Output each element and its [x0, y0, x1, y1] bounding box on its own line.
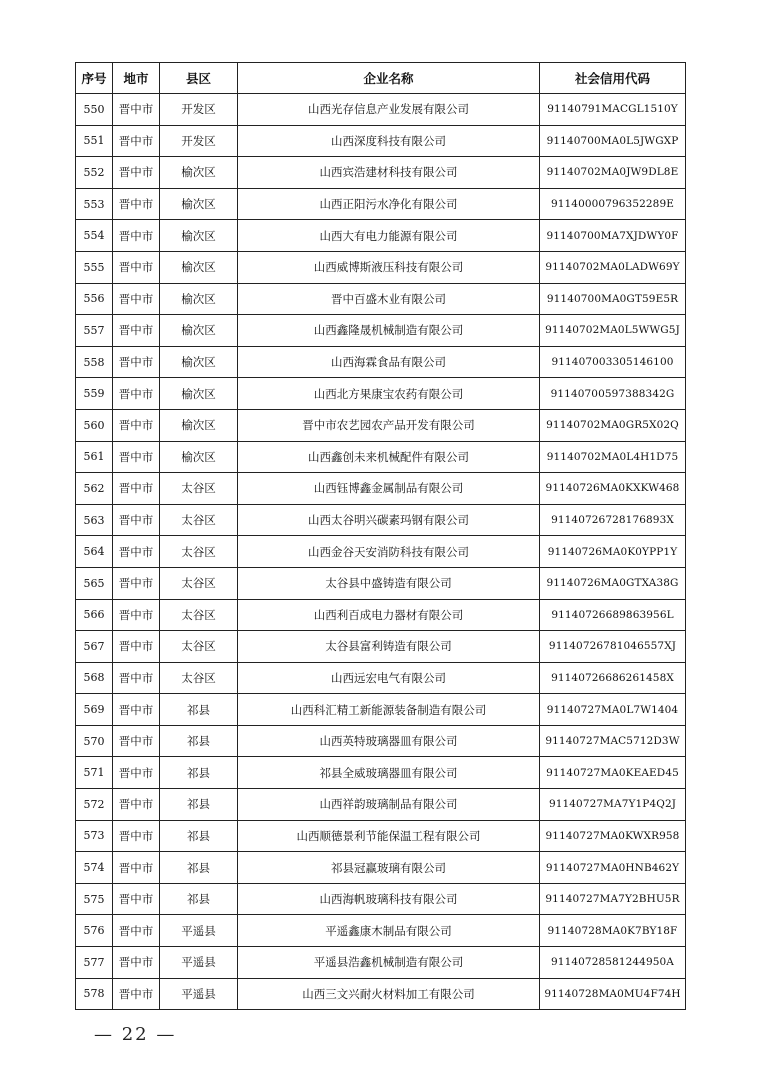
header-company-name: 企业名称	[238, 63, 540, 94]
cell-district: 榆次区	[160, 188, 238, 220]
cell-serial: 569	[76, 694, 113, 726]
cell-district: 榆次区	[160, 283, 238, 315]
cell-serial: 560	[76, 409, 113, 441]
cell-serial: 555	[76, 251, 113, 283]
cell-city: 晋中市	[113, 188, 160, 220]
cell-credit-code: 91140791MACGL1510Y	[540, 94, 686, 126]
table-row	[76, 315, 686, 347]
cell-district: 榆次区	[160, 409, 238, 441]
header-city: 地市	[113, 63, 160, 94]
cell-district: 太谷区	[160, 504, 238, 536]
cell-district: 祁县	[160, 883, 238, 915]
cell-company-name: 山西深度科技有限公司	[238, 125, 540, 157]
cell-credit-code: 911407003305146100	[540, 346, 686, 378]
cell-company-name: 祁县全威玻璃器皿有限公司	[238, 757, 540, 789]
cell-company-name: 山西海霖食品有限公司	[238, 346, 540, 378]
enterprise-table	[75, 62, 686, 1010]
cell-company-name: 平遥县浩鑫机械制造有限公司	[238, 947, 540, 979]
cell-district: 开发区	[160, 94, 238, 126]
cell-credit-code: 91140726MA0GTXA38G	[540, 567, 686, 599]
table-row	[76, 220, 686, 252]
cell-company-name: 山西顺德景利节能保温工程有限公司	[238, 820, 540, 852]
cell-district: 平遥县	[160, 915, 238, 947]
cell-serial: 550	[76, 94, 113, 126]
table-row	[76, 283, 686, 315]
cell-company-name: 晋中市农艺园农产品开发有限公司	[238, 409, 540, 441]
cell-credit-code: 91140727MA7Y2BHU5R	[540, 883, 686, 915]
cell-city: 晋中市	[113, 251, 160, 283]
table-row	[76, 947, 686, 979]
cell-company-name: 山西光存信息产业发展有限公司	[238, 94, 540, 126]
cell-credit-code: 91140727MA0L7W1404	[540, 694, 686, 726]
cell-serial: 554	[76, 220, 113, 252]
cell-credit-code: 91140702MA0L5WWG5J	[540, 315, 686, 347]
cell-district: 平遥县	[160, 947, 238, 979]
cell-city: 晋中市	[113, 125, 160, 157]
header-serial: 序号	[76, 63, 113, 94]
cell-company-name: 山西正阳污水净化有限公司	[238, 188, 540, 220]
cell-city: 晋中市	[113, 662, 160, 694]
table-body	[76, 94, 686, 1010]
table-row	[76, 978, 686, 1010]
cell-serial: 564	[76, 536, 113, 568]
cell-company-name: 山西鑫隆晟机械制造有限公司	[238, 315, 540, 347]
cell-credit-code: 91140727MA7Y1P4Q2J	[540, 789, 686, 821]
cell-credit-code: 91140702MA0GR5X02Q	[540, 409, 686, 441]
table-row	[76, 536, 686, 568]
table-row	[76, 409, 686, 441]
cell-company-name: 晋中百盛木业有限公司	[238, 283, 540, 315]
cell-credit-code: 91140702MA0L4H1D75	[540, 441, 686, 473]
cell-city: 晋中市	[113, 220, 160, 252]
cell-credit-code: 91140727MA0HNB462Y	[540, 852, 686, 884]
table-row	[76, 441, 686, 473]
cell-district: 太谷区	[160, 536, 238, 568]
cell-serial: 556	[76, 283, 113, 315]
table-row	[76, 378, 686, 410]
cell-serial: 558	[76, 346, 113, 378]
cell-district: 太谷区	[160, 567, 238, 599]
cell-city: 晋中市	[113, 567, 160, 599]
enterprise-table-page	[75, 62, 685, 1010]
cell-district: 祁县	[160, 694, 238, 726]
cell-credit-code: 91140702MA0LADW69Y	[540, 251, 686, 283]
cell-serial: 566	[76, 599, 113, 631]
cell-district: 榆次区	[160, 346, 238, 378]
cell-district: 祁县	[160, 820, 238, 852]
cell-serial: 571	[76, 757, 113, 789]
table-row	[76, 94, 686, 126]
cell-company-name: 太谷县富利铸造有限公司	[238, 631, 540, 663]
cell-company-name: 山西北方果康宝农药有限公司	[238, 378, 540, 410]
cell-city: 晋中市	[113, 852, 160, 884]
table-row	[76, 504, 686, 536]
table-row	[76, 915, 686, 947]
cell-company-name: 山西鑫创未来机械配件有限公司	[238, 441, 540, 473]
cell-city: 晋中市	[113, 789, 160, 821]
cell-city: 晋中市	[113, 536, 160, 568]
table-row	[76, 251, 686, 283]
cell-credit-code: 91140726MA0KXKW468	[540, 473, 686, 505]
table-row	[76, 820, 686, 852]
cell-credit-code: 91140727MA0KWXR958	[540, 820, 686, 852]
cell-company-name: 山西宾浩建材科技有限公司	[238, 157, 540, 189]
cell-company-name: 山西金谷天安消防科技有限公司	[238, 536, 540, 568]
cell-city: 晋中市	[113, 978, 160, 1010]
cell-company-name: 山西大有电力能源有限公司	[238, 220, 540, 252]
cell-serial: 577	[76, 947, 113, 979]
header-district: 县区	[160, 63, 238, 94]
cell-district: 平遥县	[160, 978, 238, 1010]
cell-district: 太谷区	[160, 631, 238, 663]
cell-serial: 565	[76, 567, 113, 599]
cell-credit-code: 91140727MAC5712D3W	[540, 725, 686, 757]
cell-credit-code: 91140000796352289E	[540, 188, 686, 220]
cell-city: 晋中市	[113, 599, 160, 631]
cell-city: 晋中市	[113, 947, 160, 979]
cell-city: 晋中市	[113, 883, 160, 915]
cell-credit-code: 91140726728176893X	[540, 504, 686, 536]
cell-credit-code: 91140726689863956L	[540, 599, 686, 631]
cell-company-name: 平遥鑫康木制品有限公司	[238, 915, 540, 947]
cell-serial: 562	[76, 473, 113, 505]
cell-company-name: 山西英特玻璃器皿有限公司	[238, 725, 540, 757]
cell-serial: 570	[76, 725, 113, 757]
cell-credit-code: 91140700597388342G	[540, 378, 686, 410]
cell-district: 太谷区	[160, 662, 238, 694]
cell-city: 晋中市	[113, 346, 160, 378]
cell-city: 晋中市	[113, 694, 160, 726]
cell-credit-code: 91140700MA0GT59E5R	[540, 283, 686, 315]
cell-credit-code: 91140726686261458X	[540, 662, 686, 694]
cell-city: 晋中市	[113, 283, 160, 315]
cell-city: 晋中市	[113, 441, 160, 473]
cell-city: 晋中市	[113, 94, 160, 126]
cell-company-name: 山西威博斯液压科技有限公司	[238, 251, 540, 283]
cell-credit-code: 91140700MA0L5JWGXP	[540, 125, 686, 157]
cell-company-name: 山西祥韵玻璃制品有限公司	[238, 789, 540, 821]
cell-district: 太谷区	[160, 599, 238, 631]
table-header-row	[76, 63, 686, 94]
cell-district: 太谷区	[160, 473, 238, 505]
cell-serial: 572	[76, 789, 113, 821]
cell-serial: 561	[76, 441, 113, 473]
table-row	[76, 852, 686, 884]
page-number: — 22 —	[94, 1024, 177, 1045]
table-row	[76, 757, 686, 789]
cell-district: 开发区	[160, 125, 238, 157]
cell-district: 祁县	[160, 852, 238, 884]
cell-company-name: 山西利百成电力器材有限公司	[238, 599, 540, 631]
cell-serial: 573	[76, 820, 113, 852]
cell-credit-code: 91140726781046557XJ	[540, 631, 686, 663]
cell-credit-code: 91140728MA0MU4F74H	[540, 978, 686, 1010]
cell-district: 榆次区	[160, 157, 238, 189]
cell-district: 榆次区	[160, 441, 238, 473]
cell-company-name: 山西太谷明兴碳素玛钢有限公司	[238, 504, 540, 536]
table-row	[76, 125, 686, 157]
cell-credit-code: 91140728581244950A	[540, 947, 686, 979]
cell-district: 榆次区	[160, 378, 238, 410]
cell-district: 榆次区	[160, 251, 238, 283]
cell-serial: 568	[76, 662, 113, 694]
cell-credit-code: 91140728MA0K7BY18F	[540, 915, 686, 947]
cell-city: 晋中市	[113, 631, 160, 663]
cell-company-name: 山西三文兴耐火材料加工有限公司	[238, 978, 540, 1010]
cell-serial: 563	[76, 504, 113, 536]
cell-company-name: 山西远宏电气有限公司	[238, 662, 540, 694]
table-row	[76, 883, 686, 915]
cell-city: 晋中市	[113, 757, 160, 789]
table-row	[76, 631, 686, 663]
cell-city: 晋中市	[113, 409, 160, 441]
cell-company-name: 山西海帆玻璃科技有限公司	[238, 883, 540, 915]
cell-serial: 578	[76, 978, 113, 1010]
cell-serial: 575	[76, 883, 113, 915]
cell-city: 晋中市	[113, 157, 160, 189]
cell-company-name: 祁县冠赢玻璃有限公司	[238, 852, 540, 884]
cell-serial: 551	[76, 125, 113, 157]
cell-credit-code: 91140702MA0JW9DL8E	[540, 157, 686, 189]
cell-district: 祁县	[160, 789, 238, 821]
table-row	[76, 599, 686, 631]
table-row	[76, 157, 686, 189]
cell-serial: 576	[76, 915, 113, 947]
cell-serial: 553	[76, 188, 113, 220]
cell-company-name: 山西科汇精工新能源装备制造有限公司	[238, 694, 540, 726]
cell-city: 晋中市	[113, 915, 160, 947]
table-row	[76, 789, 686, 821]
cell-district: 榆次区	[160, 220, 238, 252]
table-row	[76, 473, 686, 505]
cell-credit-code: 91140727MA0KEAED45	[540, 757, 686, 789]
cell-company-name: 太谷县中盛铸造有限公司	[238, 567, 540, 599]
table-row	[76, 346, 686, 378]
cell-serial: 559	[76, 378, 113, 410]
cell-city: 晋中市	[113, 473, 160, 505]
cell-district: 榆次区	[160, 315, 238, 347]
cell-serial: 552	[76, 157, 113, 189]
table-row	[76, 662, 686, 694]
cell-serial: 567	[76, 631, 113, 663]
cell-city: 晋中市	[113, 725, 160, 757]
header-credit-code: 社会信用代码	[540, 63, 686, 94]
cell-district: 祁县	[160, 757, 238, 789]
cell-serial: 557	[76, 315, 113, 347]
cell-city: 晋中市	[113, 504, 160, 536]
cell-city: 晋中市	[113, 820, 160, 852]
cell-credit-code: 91140726MA0K0YPP1Y	[540, 536, 686, 568]
table-row	[76, 567, 686, 599]
cell-district: 祁县	[160, 725, 238, 757]
cell-city: 晋中市	[113, 315, 160, 347]
table-row	[76, 725, 686, 757]
table-row	[76, 188, 686, 220]
table-row	[76, 694, 686, 726]
cell-company-name: 山西钰博鑫金属制品有限公司	[238, 473, 540, 505]
cell-city: 晋中市	[113, 378, 160, 410]
cell-serial: 574	[76, 852, 113, 884]
cell-credit-code: 91140700MA7XJDWY0F	[540, 220, 686, 252]
